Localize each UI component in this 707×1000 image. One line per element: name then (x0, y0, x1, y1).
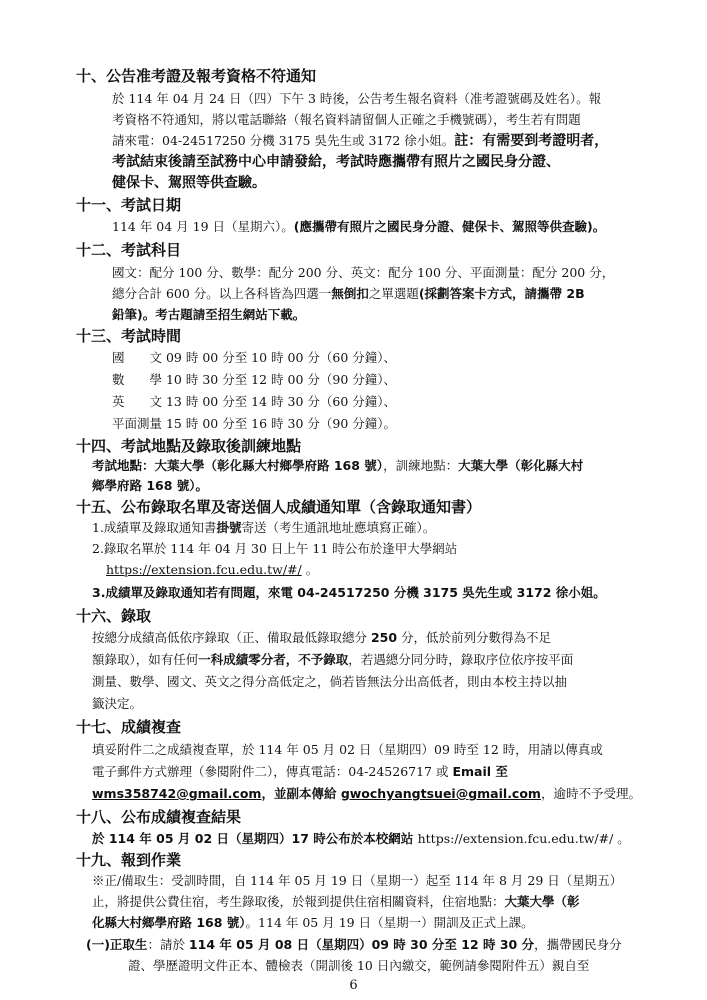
section-11-title: 十一、考試日期 (76, 196, 182, 214)
section-14-line-1: 考試地點：大葉大學（彰化縣大村鄉學府路 168 號），訓練地點：大葉大學（彰化縣大村 (92, 458, 584, 473)
page-number: 6 (349, 978, 358, 993)
exam-time-row: 數 學 10 時 30 分至 12 時 00 分（90 分鐘）、 (112, 372, 397, 387)
section-14-line-2: 鄉學府路 168 號）。 (92, 478, 209, 493)
section-17-line-3: wms358742@gmail.com，並副本傳給 gwochyangtsuei@gmail.com，逾時不予受理。 (92, 786, 641, 801)
section-10-line-3: 請來電：04-24517250 分機 3175 吳先生或 3172 徐小姐。註：有需要到考證明者， (112, 133, 609, 149)
section-12-title: 十二、考試科目 (76, 241, 182, 259)
section-12-line-2: 總分合計 600 分。以上各科皆為四選一無倒扣之單選題(採劃答案卡方式，請攜帶 2B (112, 286, 585, 301)
section-17-line-2: 電子郵件方式辦理（參閱附件二），傳真電話：04-24526717 或 Email 至 (92, 764, 508, 779)
section-10-line-4: 考試結束後請至試務中心申請發給，考試時應攜帶有照片之國民身分證、 (112, 154, 560, 170)
section-14-title: 十四、考試地點及錄取後訓練地點 (76, 437, 302, 455)
section-15-line-1: 1.成績單及錄取通知書掛號寄送（考生通訊地址應填寫正確）。 (92, 520, 436, 535)
section-15-title: 十五、公布錄取名單及寄送個人成績通知單（含錄取通知書） (76, 498, 482, 516)
exam-time-row: 平面測量 15 時 00 分至 16 時 30 分（90 分鐘）。 (112, 416, 397, 431)
section-12-line-3: 鉛筆)。考古題請至招生網站下載。 (112, 307, 306, 322)
exam-time-row: 英 文 13 時 00 分至 14 時 30 分（60 分鐘）、 (112, 394, 397, 409)
section-19-title: 十九、報到作業 (76, 851, 182, 869)
section-19-line-1: ※正/備取生：受訓時間，自 114 年 05 月 19 日（星期一）起至 114 年 8 月 29 日（星期五） (92, 873, 623, 888)
section-19-line-2: 止，將提供公費住宿，考生錄取後，於報到提供住宿相關資料，住宿地點：大葉大學（彰 (92, 894, 580, 909)
section-19-line-5: 證、學歷證明文件正本、體檢表（開訓後 10 日內繳交，範例請參閱附件五）親自至 (128, 958, 590, 973)
section-18-line-1: 於 114 年 05 月 02 日（星期四）17 時公布於本校網站 https://extension.fcu.edu.tw/#/ 。 (92, 831, 630, 846)
section-17-title: 十七、成績複查 (76, 718, 182, 736)
section-12-line-1: 國文：配分 100 分、數學：配分 200 分、英文：配分 100 分、平面測量：配分 200 分， (112, 265, 615, 280)
section-16-line-3: 測量、數學、國文、英文之得分高低定之，倘若皆無法分出高低者，則由本校主持以抽 (92, 674, 568, 689)
section-15-line-2: 2.錄取名單於 114 年 04 月 30 日上午 11 時公布於逢甲大學網站 (92, 541, 458, 556)
section-19-line-3: 化縣大村鄉學府路 168 號）。114 年 05 月 19 日（星期一）開訓及正式上課。 (92, 915, 534, 930)
section-19-line-4: (一)正取生：請於 114 年 05 月 08 日（星期四）09 時 30 分至 12 時 30 分，攜帶國民身分 (86, 937, 622, 952)
fcu-website-link[interactable]: https://extension.fcu.edu.tw/#/ (106, 562, 302, 577)
section-11-line-1: 114 年 04 月 19 日（星期六）。(應攜帶有照片之國民身分證、健保卡、駕照等供查驗)。 (112, 219, 606, 234)
section-13-title: 十三、考試時間 (76, 327, 182, 345)
section-10-line-1: 於 114 年 04 月 24 日（四）下午 3 時後，公告考生報名資料（准考證號碼及姓名）。報 (112, 91, 602, 106)
section-16-title: 十六、錄取 (76, 607, 152, 625)
section-10-line-2: 考資格不符通知，將以電話聯絡（報名資料請留個人正確之手機號碼），考生若有問題 (112, 112, 581, 127)
section-15-line-4: 3.成績單及錄取通知若有問題，來電 04-24517250 分機 3175 吳先生或 3172 徐小姐。 (92, 585, 606, 600)
section-10-line-5: 健保卡、駕照等供查驗。 (112, 175, 266, 191)
section-17-line-1: 填妥附件二之成績複查單，於 114 年 05 月 02 日（星期四）09 時至 12 時，用請以傳真或 (92, 742, 603, 757)
section-16-line-1: 按總分成績高低依序錄取（正、備取最低錄取總分 250 分，低於前列分數得為不足 (92, 630, 552, 645)
email-link-cc[interactable]: gwochyangtsuei@gmail.com (340, 786, 541, 801)
section-16-line-4: 籤決定。 (92, 696, 143, 711)
section-16-line-2: 額錄取），如有任何一科成績零分者，不予錄取，若遇總分同分時，錄取序位依序按平面 (92, 652, 574, 667)
exam-time-row: 國 文 09 時 00 分至 10 時 00 分（60 分鐘）、 (112, 350, 397, 365)
email-link-primary[interactable]: wms358742@gmail.com (92, 786, 262, 801)
section-15-line-3: https://extension.fcu.edu.tw/#/ 。 (106, 562, 319, 577)
section-18-title: 十八、公布成績複查結果 (76, 808, 242, 826)
section-10-title: 十、公告准考證及報考資格不符通知 (76, 67, 317, 85)
